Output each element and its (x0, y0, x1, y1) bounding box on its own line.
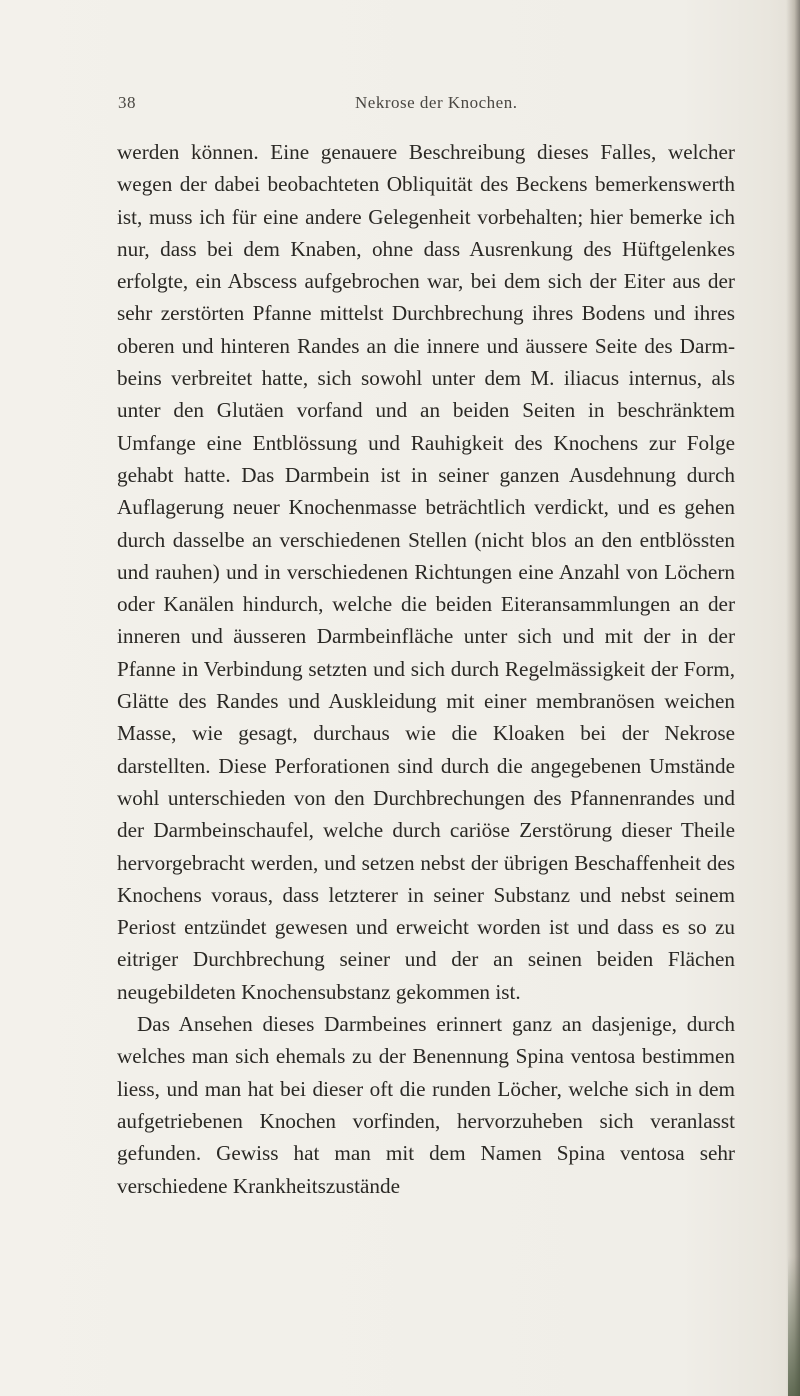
body-text (117, 136, 735, 1202)
page-number: 38 (118, 93, 136, 112)
page-edge-stain (788, 1256, 800, 1396)
running-title: Nekrose der Knochen. (355, 93, 518, 112)
paragraph: werden können. Eine genauere Beschreibung dieses Falles, welcher wegen der dabei beobachteten Obliquität des Beckens bemerkenswerth ist, muss ich für eine andere Gelegenheit vorbehalten; hier bemerke ich nur, dass bei dem Knaben, ohne dass Ausrenkung des Hüftgelenkes erfolgte, ein Abscess aufgebrochen war, bei dem sich der Eiter aus der sehr zerstörten Pfanne mittelst Durchbrechung ihres Bodens und ihres oberen und hinteren Randes an die innere und äussere Seite des Darmbeins verbreitet hatte, sich sowohl unter dem M. iliacus internus, als unter den Glutäen vorfand und an beiden Seiten in beschränktem Umfange eine Entblössung und Rauhigkeit des Knochens zur Folge gehabt hatte. Das Darmbein ist in seiner ganzen Ausdehnung durch Auflagerung neuer Knochenmasse beträchtlich verdickt, und es gehen durch dasselbe an verschiedenen Stellen (nicht blos an den entblössten und rauhen) und in verschiedenen Richtungen eine Anzahl von Löchern oder Kanälen hindurch, welche die beiden Eiteransammlungen an der inneren und äusseren Darmbeinfläche unter sich und mit der in der Pfanne in Verbindung setzten und sich durch Regelmässigkeit der Form, Glätte des Randes und Auskleidung mit einer membranösen weichen Masse, wie gesagt, durchaus wie die Kloaken bei der Nekrose darstellten. Diese Perforationen sind durch die angegebenen Umstände wohl unterschieden von den Durchbrechungen des Pfannenrandes und der Darmbeinschaufel, welche durch cariöse Zerstörung dieser Theile hervorgebracht werden, und setzen nebst der übrigen Beschaffenheit des Knochens voraus, dass letzterer in seiner Substanz und nebst seinem Periost entzündet gewesen und erweicht worden ist und dass es so zu eitriger Durchbrechung seiner und der an seinen beiden Flächen neugebildeten Knochensubstanz gekommen ist. (117, 140, 735, 1004)
page-edge-shadow (786, 0, 800, 1396)
paragraph: Das Ansehen dieses Darmbeines erinnert ganz an dasjenige, durch welches man sich ehemals zu der Benennung Spina ventosa bestimmen liess, und man hat bei dieser oft die runden Löcher, welche sich in dem aufgetriebenen Knochen vorfinden, hervorzuheben sich veranlasst gefunden. Gewiss hat man mit dem Namen Spina ventosa sehr verschiedene Krankheitszustände (117, 1012, 735, 1198)
page-header (118, 93, 738, 117)
